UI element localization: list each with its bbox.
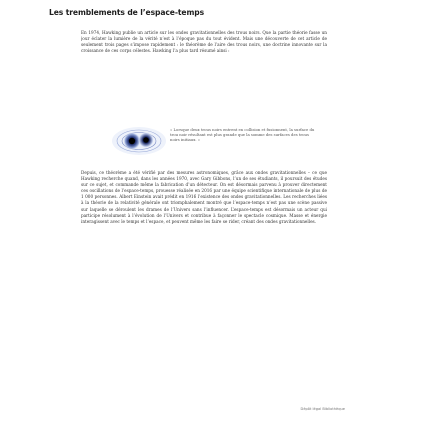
paragraph-1: En 1974, Hawking publie un article sur les ondes gravitationnelles des trous noirs. Que la partie théorie fasse un jour éclater la lumière de la vérité n’est à l’époque pas du tout évident. Mais une découverte de cet article de seulement trois pages s’impose rapidement : le théorème de l’aire des trous noirs, une doctrine innovante sur la croissance de ces corps célestes. Hawking l’a plus tard résumé ainsi :: [81, 30, 327, 54]
black-holes-merger-illustration: [112, 126, 168, 156]
page-title: Les tremblements de l’espace-temps: [49, 8, 205, 17]
paragraph-2: Depuis, ce théorème a été vérifié par des mesures astronomiques, grâce aux ondes gravitationnelles – ce que Hawking recherche quand, dans les années 1970, avec Gary Gibbons, l’un de ses étudiants, il poursuit des études sur ce sujet, et commande même la fabrication d’un détecteur. On est désormais parvenu à prouver directement ces oscillations de l’espace-temps, prouesse réalisée en 2016 par une équipe scientifique internationale de plus de 1 000 personnes. Albert Einstein avait prédit en 1916 l’existence des ondes gravitationnelles. Les recherches liées à la théorie de la relativité générale ont triomphalement montré que l’espace-temps n’est pas une scène passive sur laquelle se déroulent les drames de l’Univers sans l’influencer. L’espace-temps est désormais un acteur qui participe résolument à l’évolution de l’Univers et contribue à façonner le spectacle cosmique. Masse et énergie interagissent avec le temps et l’espace, et peuvent même les faire se rider, créant des ondes gravitationnelles.: [81, 170, 327, 224]
page-footer: Dépôt légal Bibliothèque: [300, 407, 345, 411]
illustration-figure: [112, 126, 317, 156]
figure-caption: « Lorsque deux trous noirs entrent en collision et fusionnent, la surface du trou noir résultant est plus grande que la somme des surfaces des trous noirs initiaux. »: [170, 127, 315, 143]
